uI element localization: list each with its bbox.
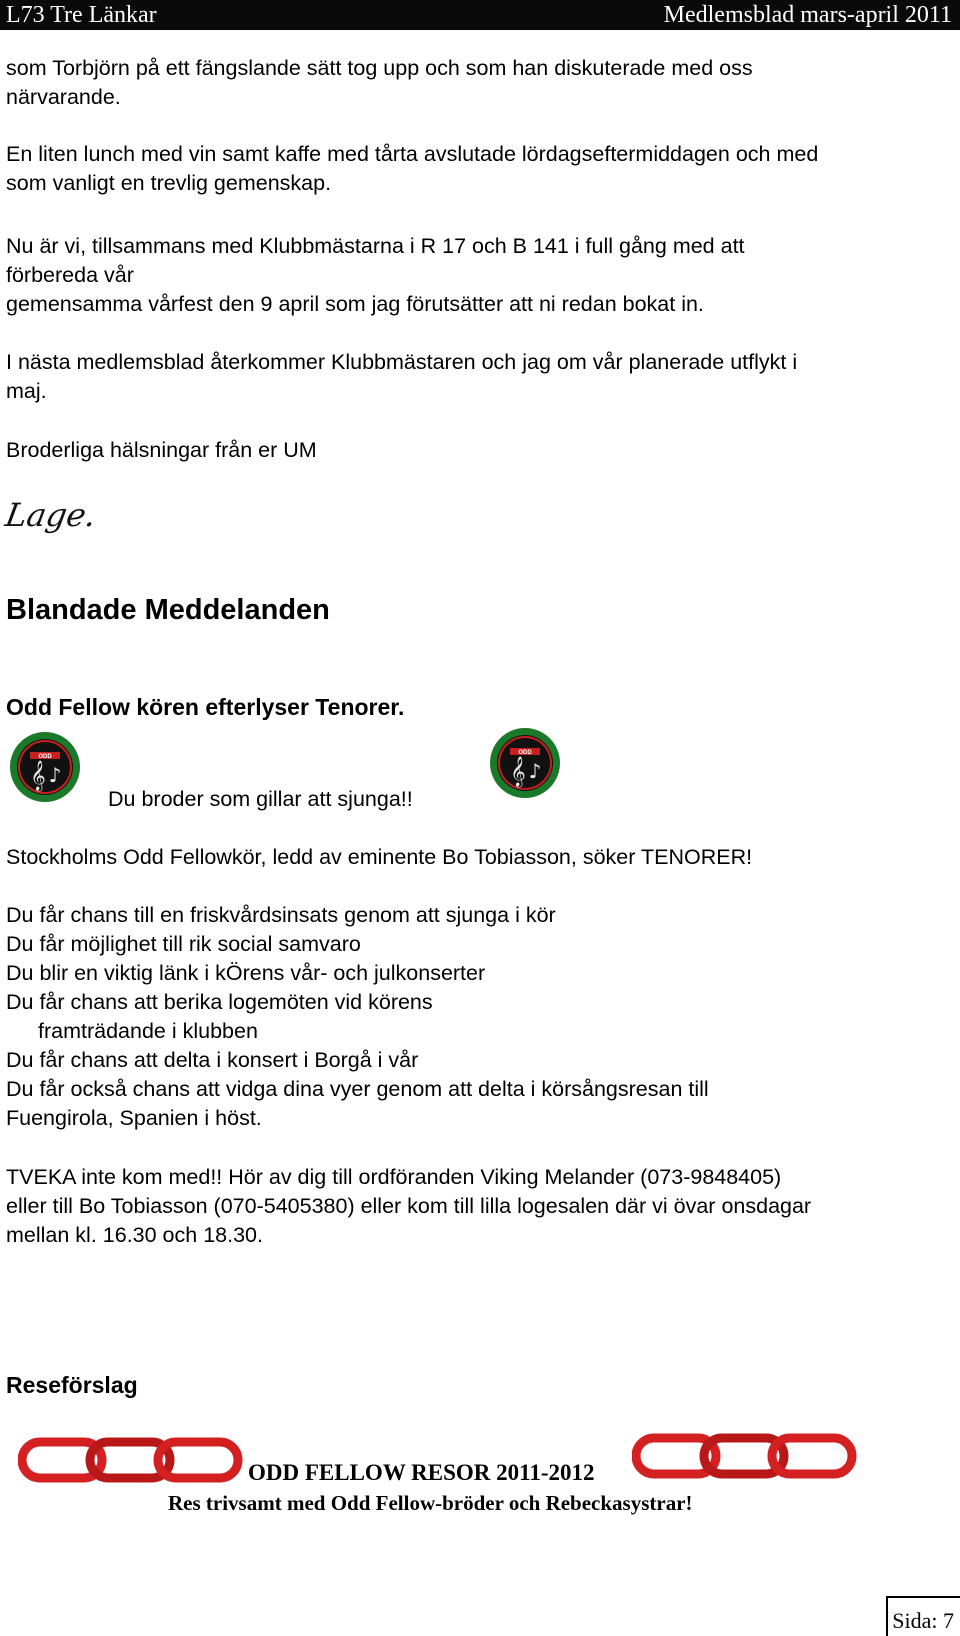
- paragraph-line: maj.: [6, 379, 47, 403]
- paragraph-line: närvarande.: [6, 85, 121, 109]
- header-title: L73 Tre Länkar: [6, 2, 157, 28]
- choir-logo-icon: [488, 726, 562, 800]
- list-item: framträdande i klubben: [38, 1019, 258, 1043]
- paragraph-line: I nästa medlemsblad återkommer Klubbmästaren och jag om vår planerade utflykt i: [6, 350, 798, 374]
- svg-text:𝄞: 𝄞: [510, 757, 526, 787]
- paragraph-line: som Torbjörn på ett fängslande sätt tog upp och som han diskuterade med oss: [6, 56, 753, 80]
- svg-text:♪: ♪: [528, 759, 542, 783]
- paragraph-line: förbereda vår: [6, 263, 134, 287]
- paragraph-line: gemensamma vårfest den 9 april som jag förutsätter att ni redan bokat in.: [6, 292, 704, 316]
- page-number-box: [886, 1596, 960, 1636]
- travel-banner-title: ODD FELLOW RESOR 2011-2012: [248, 1460, 595, 1485]
- list-item: Fuengirola, Spanien i höst.: [6, 1106, 262, 1130]
- travel-banner-subtitle: Res trivsamt med Odd Fellow-bröder och Rebeckasystrar!: [168, 1491, 693, 1515]
- choir-intro: Stockholms Odd Fellowkör, ledd av eminente Bo Tobiasson, söker TENORER!: [6, 845, 753, 869]
- list-item: Du blir en viktig länk i kÖrens vår- och julkonserter: [6, 961, 486, 985]
- section-title-blandade: Blandade Meddelanden: [6, 594, 330, 626]
- list-item: Du får chans att berika logemöten vid körens: [6, 990, 433, 1014]
- signature: Lage.: [2, 496, 100, 534]
- list-item: Du får chans att delta i konsert i Borgå i vår: [6, 1048, 419, 1072]
- logo-label: ODD: [518, 750, 532, 756]
- logo-label: ODD: [38, 754, 52, 760]
- paragraph-line: Nu är vi, tillsammans med Klubbmästarna i R 17 och B 141 i full gång med att: [6, 234, 745, 258]
- contact-line: eller till Bo Tobiasson (070-5405380) eller kom till lilla logesalen där vi övar onsdagar: [6, 1194, 812, 1218]
- list-item: Du får chans till en friskvårdsinsats genom att sjunga i kör: [6, 903, 556, 927]
- greeting: Broderliga hälsningar från er UM: [6, 438, 317, 462]
- chain-links-icon: [18, 1436, 244, 1484]
- page-header: [0, 0, 960, 30]
- list-item: Du får också chans att vidga dina vyer genom att delta i körsångsresan till: [6, 1077, 709, 1101]
- choir-logo-icon: [8, 730, 82, 804]
- page-number: Sida: 7: [892, 1608, 954, 1633]
- contact-line: TVEKA inte kom med!! Hör av dig till ordföranden Viking Melander (073-9848405): [6, 1165, 782, 1189]
- svg-text:𝄞: 𝄞: [30, 761, 46, 791]
- section-title-reseforslag: Reseförslag: [6, 1372, 138, 1398]
- choir-call: Du broder som gillar att sjunga!!: [108, 787, 413, 811]
- svg-text:♪: ♪: [48, 763, 62, 787]
- header-issue: Medlemsblad mars-april 2011: [663, 2, 952, 28]
- choir-subtitle: Odd Fellow kören efterlyser Tenorer.: [6, 694, 405, 720]
- chain-links-icon: [632, 1432, 858, 1480]
- list-item: Du får möjlighet till rik social samvaro: [6, 932, 361, 956]
- paragraph-line: som vanligt en trevlig gemenskap.: [6, 171, 332, 195]
- paragraph-line: En liten lunch med vin samt kaffe med tårta avslutade lördagseftermiddagen och med: [6, 142, 819, 166]
- contact-line: mellan kl. 16.30 och 18.30.: [6, 1223, 263, 1247]
